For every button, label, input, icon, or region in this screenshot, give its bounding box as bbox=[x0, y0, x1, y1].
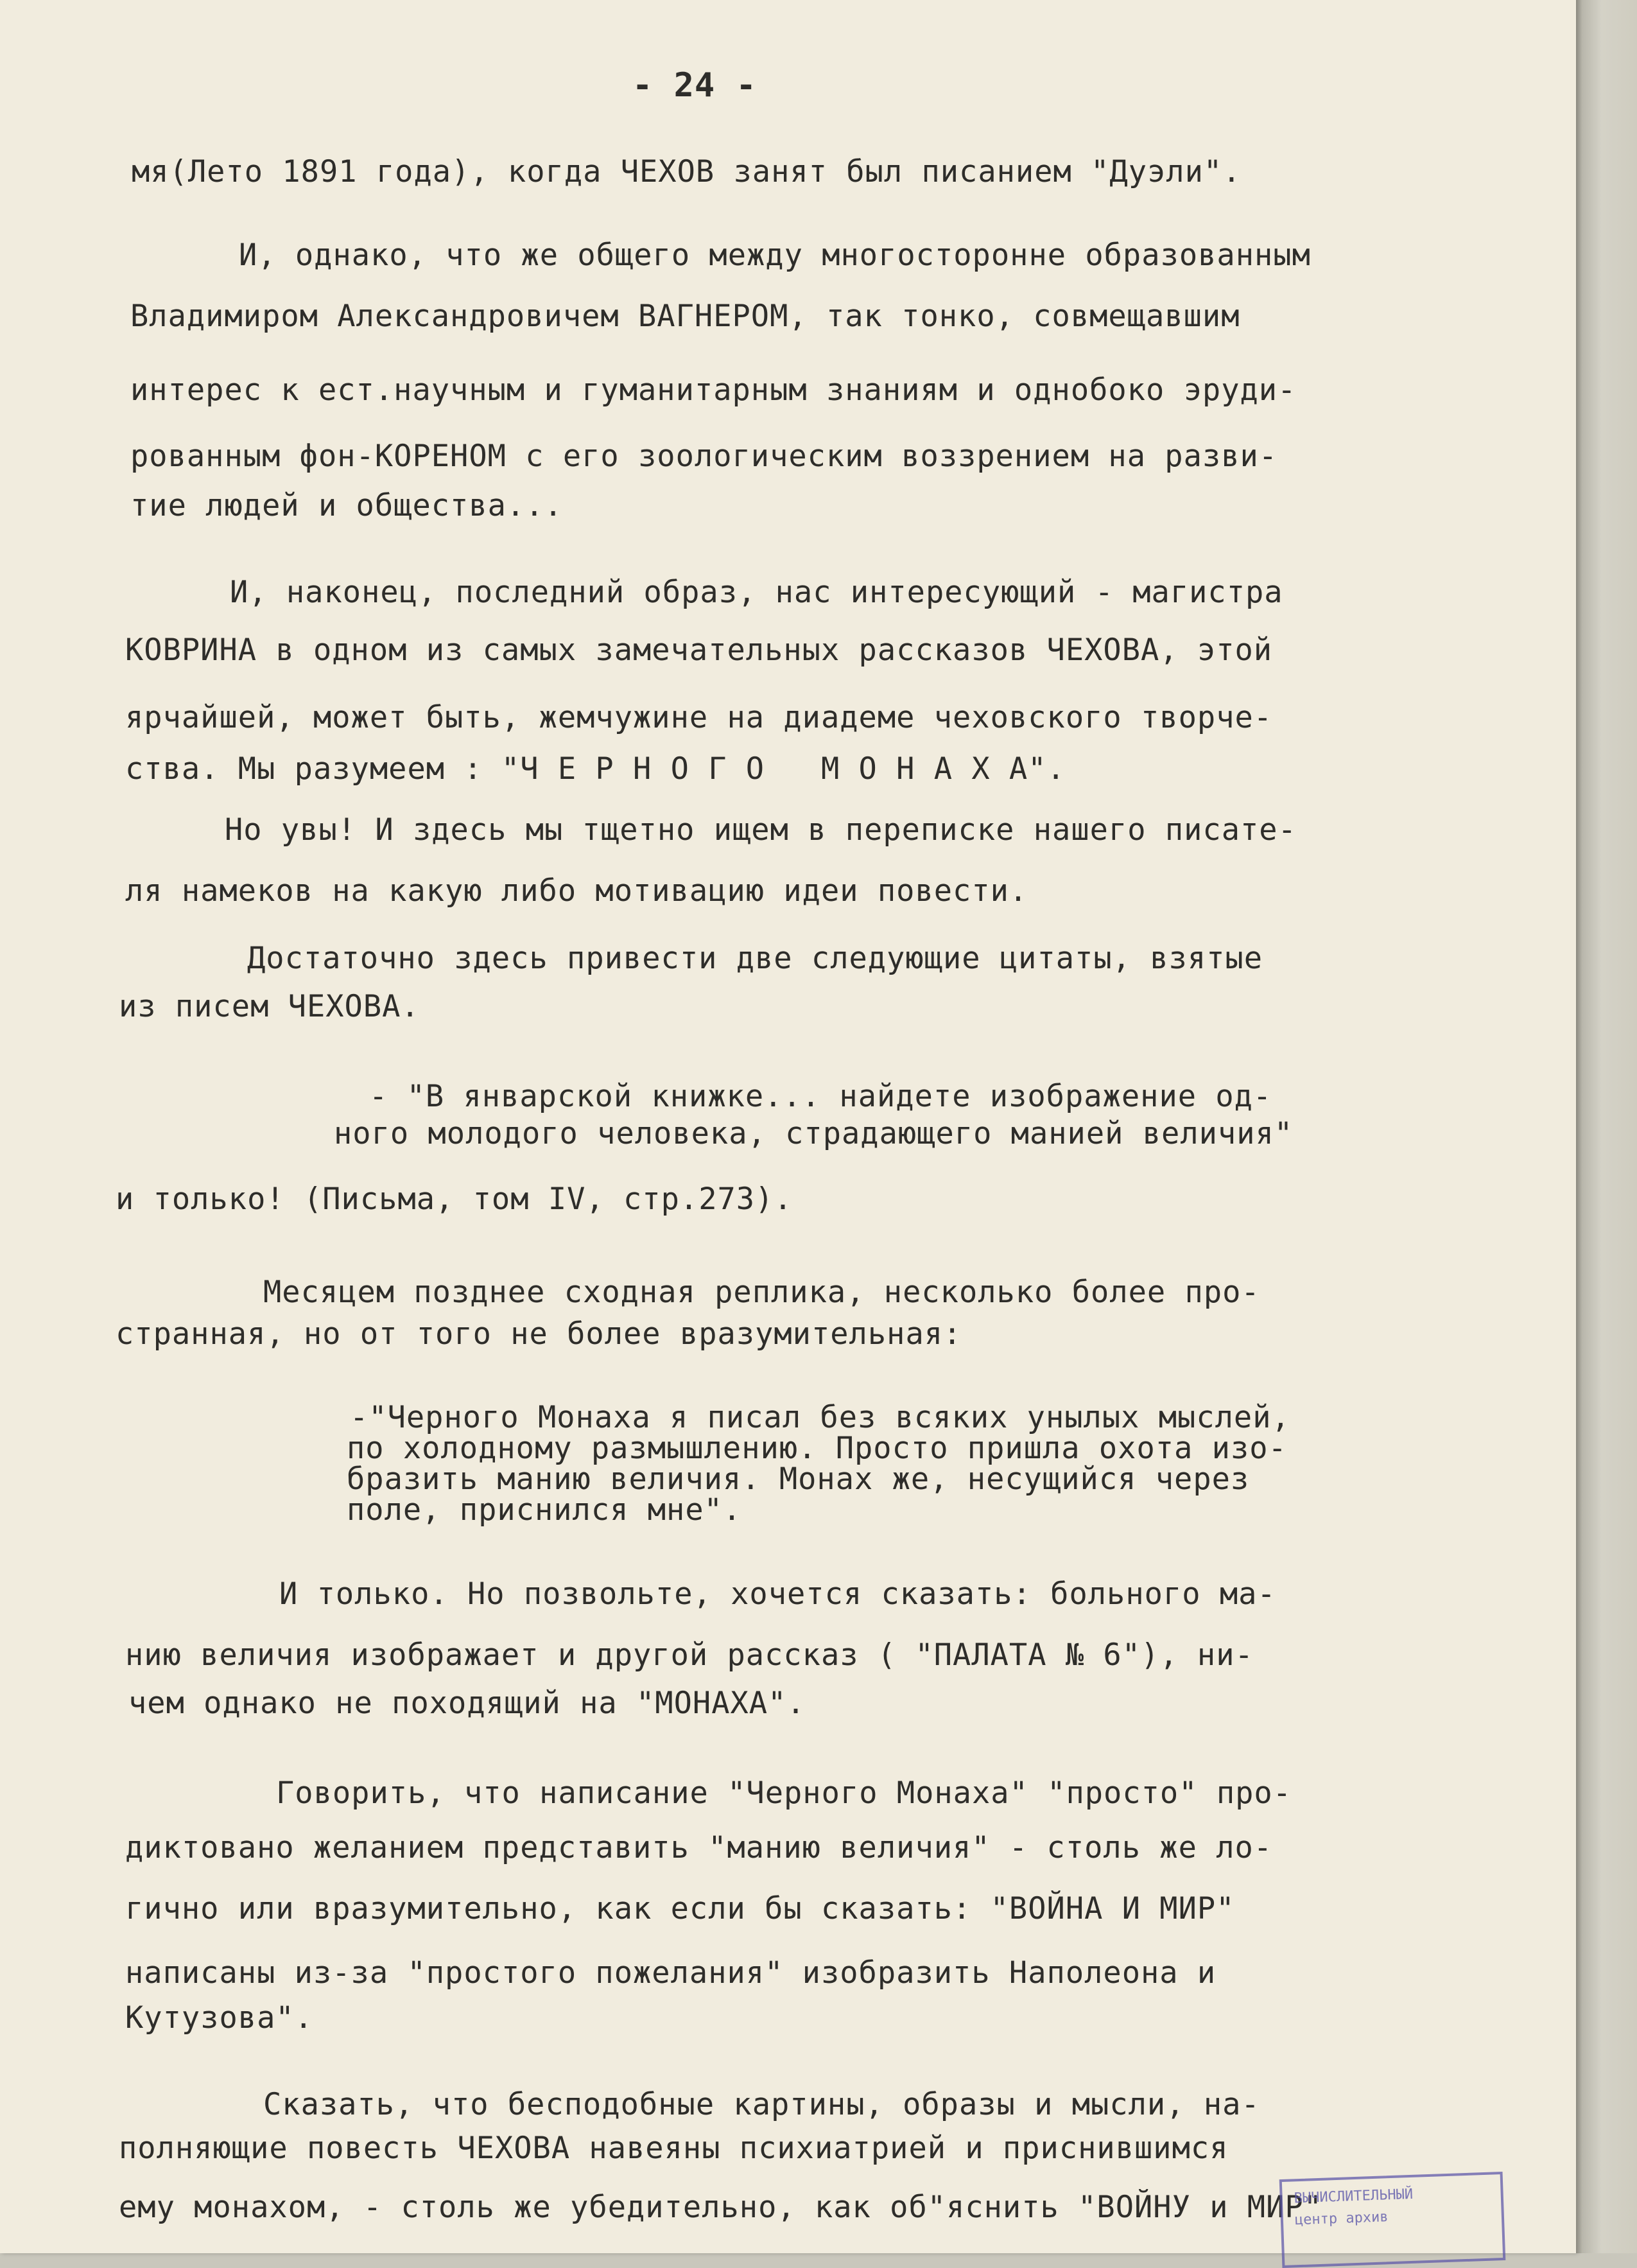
text-line: нию величия изображает и другой рассказ ( "ПАЛАТА № 6"), ни- bbox=[125, 1637, 1254, 1673]
text-line: странная, но от того не более вразумительная: bbox=[116, 1316, 962, 1352]
text-line: интерес к ест.научным и гуманитарным знаниям и однобоко эруди- bbox=[130, 372, 1297, 408]
text-line: диктовано желанием представить "манию величия" - столь же ло- bbox=[125, 1830, 1273, 1865]
text-line: ства. Мы разумеем : "Ч Е Р Н О Г О М О Н А Х А". bbox=[125, 751, 1066, 787]
text-line: по холодному размышлению. Просто пришла охота изо- bbox=[347, 1431, 1287, 1466]
text-line: Владимиром Александровичем ВАГНЕРОМ, так тонко, совмещавшим bbox=[130, 299, 1240, 334]
text-line: из писем ЧЕХОВА. bbox=[119, 989, 420, 1024]
text-line: поле, приснился мне". bbox=[347, 1492, 742, 1528]
text-line: мя(Лето 1891 года), когда ЧЕХОВ занят был писанием "Дуэли". bbox=[132, 154, 1242, 189]
text-line: И, однако, что же общего между многосторонне образованным bbox=[239, 238, 1311, 273]
stamp-line: ВЫЧИСЛИТЕЛЬНЫЙ bbox=[1294, 2186, 1414, 2207]
stamp-line: центр архив bbox=[1294, 2209, 1389, 2229]
text-line: полняющие повесть ЧЕХОВА навеяны психиатрией и приснившимся bbox=[119, 2131, 1229, 2166]
text-line: тие людей и общества... bbox=[130, 488, 563, 523]
text-line: Говорить, что написание "Черного Монаха" "просто" про- bbox=[276, 1775, 1292, 1811]
text-line: КОВРИНА в одном из самых замечательных рассказов ЧЕХОВА, этой bbox=[125, 632, 1273, 668]
archive-stamp bbox=[1279, 2172, 1506, 2268]
text-line: ля намеков на какую либо мотивацию идеи повести. bbox=[125, 873, 1028, 909]
text-line: Достаточно здесь привести две следующие цитаты, взятые bbox=[247, 941, 1263, 976]
text-line: Но увы! И здесь мы тщетно ищем в переписке нашего писате- bbox=[225, 812, 1297, 848]
text-line: написаны из-за "простого пожелания" изобразить Наполеона и bbox=[125, 1955, 1217, 1991]
text-line: гично или вразумительно, как если бы сказать: "ВОЙНА И МИР" bbox=[125, 1891, 1235, 1926]
text-line: ему монахом, - столь же убедительно, как об"яснить "ВОЙНУ и МИР" bbox=[119, 2190, 1322, 2225]
text-line: И, наконец, последний образ, нас интересующий - магистра bbox=[230, 575, 1283, 610]
text-line: - "В январской книжке... найдете изображение од- bbox=[369, 1079, 1272, 1114]
text-line: рованным фон-КОРЕНОМ с его зоологическим воззрением на разви- bbox=[130, 439, 1278, 474]
text-line: -"Черного Монаха я писал без всяких унылых мыслей, bbox=[350, 1400, 1290, 1435]
text-line: ного молодого человека, страдающего манией величия" bbox=[334, 1116, 1294, 1151]
text-line: и только! (Письма, том IV, стр.273). bbox=[116, 1182, 793, 1217]
page-edge bbox=[1576, 0, 1637, 2253]
text-line: Кутузова". bbox=[125, 2000, 313, 2036]
text-line: бразить манию величия. Монах же, несущийся через bbox=[347, 1461, 1250, 1497]
page-number: - 24 - bbox=[632, 66, 757, 105]
text-line: Месяцем позднее сходная реплика, несколько более про- bbox=[263, 1275, 1260, 1310]
text-line: И только. Но позвольте, хочется сказать: больного ма- bbox=[279, 1576, 1276, 1612]
text-line: ярчайшей, может быть, жемчужине на диадеме чеховского творче- bbox=[125, 700, 1273, 735]
text-line: чем однако не походящий на "МОНАХА". bbox=[128, 1686, 806, 1721]
text-line: Сказать, что бесподобные картины, образы и мысли, на- bbox=[263, 2087, 1260, 2122]
